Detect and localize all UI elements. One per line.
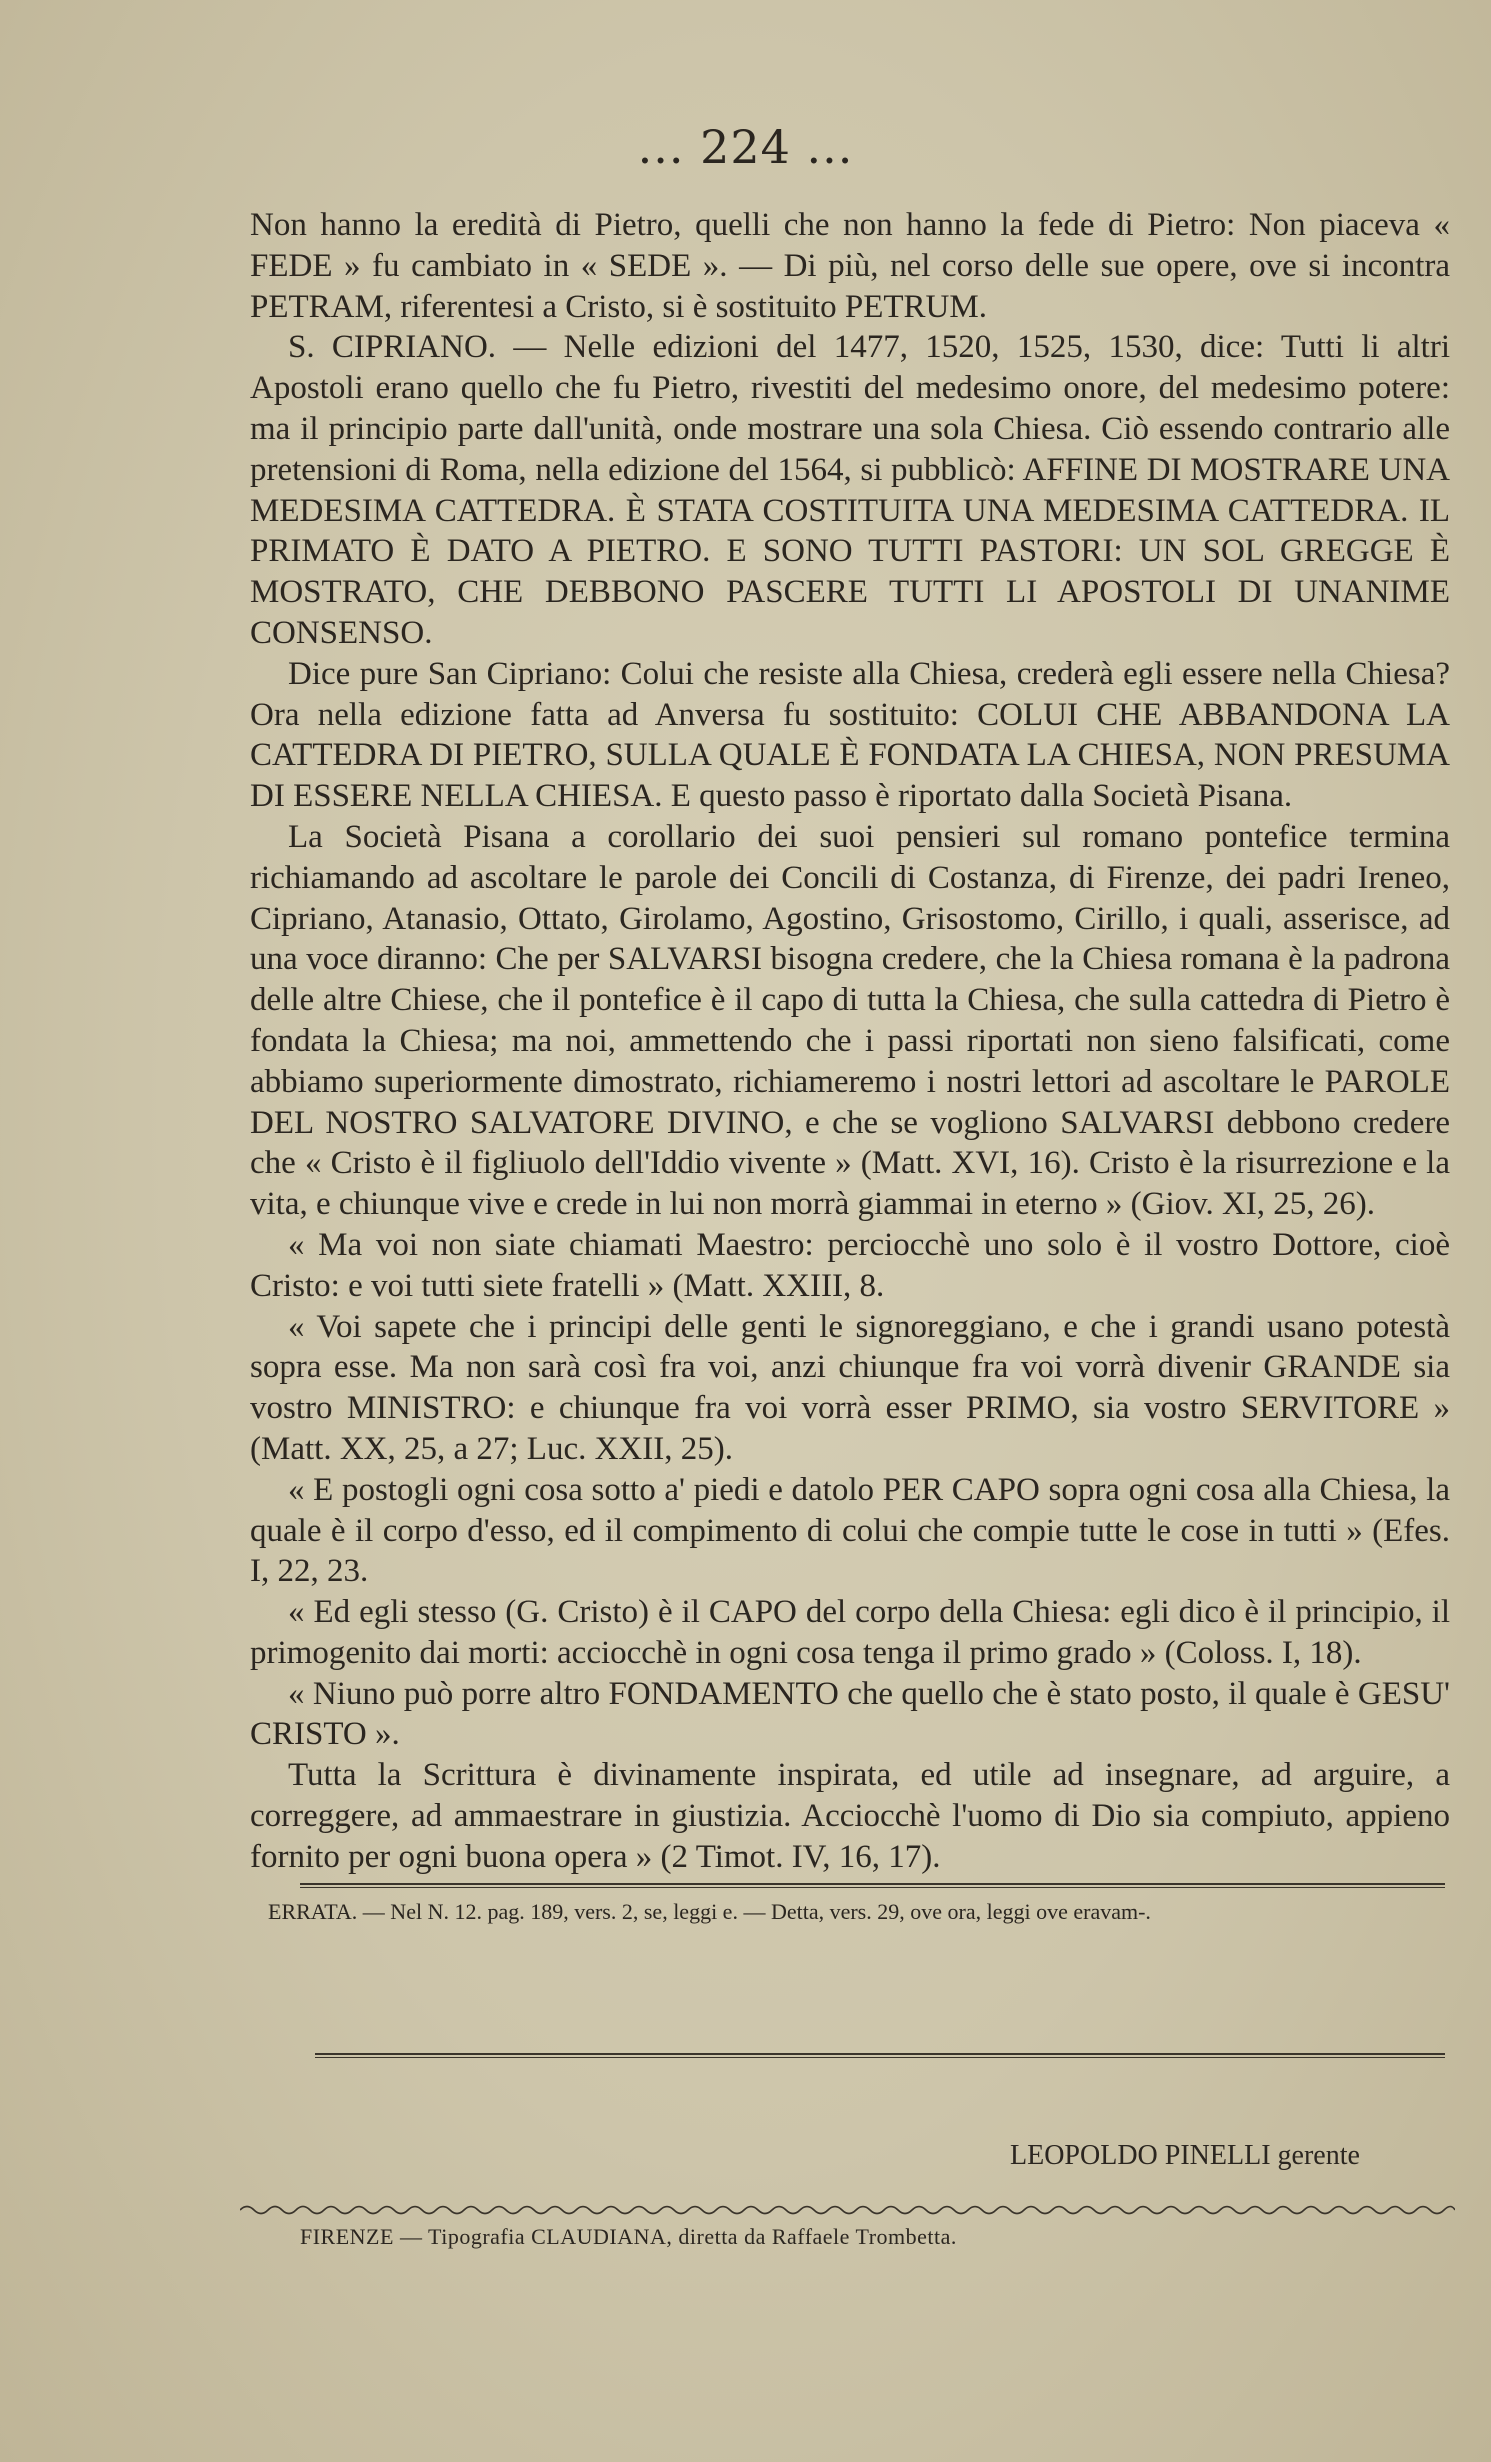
page-number: ... 224 ... <box>637 120 854 174</box>
paragraph: S. CIPRIANO. — Nelle edizioni del 1477, 1520, 1525, 1530, dice: Tutti li altri Apostoli erano quello che fu Pietro, rivestiti del medesimo onore, del medesimo potere: ma il principio parte dall'unità, onde mostrare una sola Chiesa. Ciò essendo contrario alle pretensioni di Roma, nella edizione del 1564, si pubblicò: AFFINE DI MOSTRARE UNA MEDESIMA CATTEDRA. È STATA COSTITUITA UNA MEDESIMA CATTEDRA. IL PRIMATO È DATO A PIETRO. E SONO TUTTI PASTORI: UN SOL GREGGE È MOSTRATO, CHE DEBBONO PASCERE TUTTI LI APOSTOLI DI UNANIME CONSENSO. <box>250 329 1450 651</box>
paragraph: Dice pure San Cipriano: Colui che resiste alla Chiesa, crederà egli essere nella Chiesa? Ora nella edizione fatta ad Anversa fu sostituito: COLUI CHE ABBANDONA LA CATTEDRA DI PIETRO, SULLA QUALE È FONDATA LA CHIESA, NON PRESUMA DI ESSERE NELLA CHIESA. E questo passo è riportato dalla Società Pisana. <box>250 655 1450 815</box>
divider <box>315 2057 1445 2058</box>
divider <box>300 1887 1445 1888</box>
paragraph: « Voi sapete che i principi delle genti le signoreggiano, e che i grandi usano potestà sopra esse. Ma non sarà così fra voi, anzi chiunque fra voi vorrà divenir GRANDE sia vostro MINISTRO: e chiunque fra voi vorrà esser PRIMO, sia vostro SERVITORE » (Matt. XX, 25, a 27; Luc. XXII, 25). <box>250 1308 1450 1467</box>
paragraph: La Società Pisana a corollario dei suoi pensieri sul romano pontefice termina richiamando ad ascoltare le parole dei Concili di Costanza, di Firenze, dei padri Ireneo, Cipriano, Atanasio, Ottato, Girolamo, Agostino, Grisostomo, Cirillo, i quali, asserisce, ad una voce diranno: Che per SALVARSI bisogna credere, che la Chiesa romana è la padrona delle altre Chiese, che il pontefice è il capo di tutta la Chiesa, che sulla cattedra di Pietro è fondata la Chiesa; ma noi, ammettendo che i passi riportati non sieno falsificati, come abbiamo superiormente dimostrato, richiameremo i nostri lettori ad ascoltare le PAROLE DEL NOSTRO SALVATORE DIVINO, e che se vogliono SALVARSI debbono credere che « Cristo è il figliuolo dell'Iddio vivente » (Matt. XVI, 16). Cristo è la risurrezione e la vita, e chiunque vive e crede in lui non morrà giammai in eterno » (Giov. XI, 25, 26). <box>250 818 1450 1223</box>
paragraph: « Ed egli stesso (G. Cristo) è il CAPO del corpo della Chiesa: egli dico è il principio, il primogenito dai morti: acciocchè in ogni cosa tenga il primo grado » (Coloss. I, 18). <box>250 1594 1450 1671</box>
paragraph: « Ma voi non siate chiamati Maestro: perciocchè uno solo è il vostro Dottore, cioè Cristo: e voi tutti siete fratelli » (Matt. XXIII, 8. <box>250 1226 1450 1304</box>
paragraph: « Niuno può porre altro FONDAMENTO che quello che è stato posto, il quale è GESU' CRISTO ». <box>250 1675 1450 1753</box>
paragraph: Non hanno la eredità di Pietro, quelli che non hanno la fede di Pietro: Non piaceva « FEDE » fu cambiato in « SEDE ». — Di più, nel corso delle sue opere, ove si incontra PETRAM, riferentesi a Cristo, si è sostituito PETRUM. <box>250 207 1450 325</box>
errata-note: ERRATA. — Nel N. 12. pag. 189, vers. 2, se, leggi e. — Detta, vers. 29, ove ora, leggi ove eravam-. <box>268 1899 1151 1924</box>
paragraph: Tutta la Scrittura è divinamente inspirata, ed utile ad insegnare, ad arguire, a correggere, ad ammaestrare in giustizia. Acciocchè l'uomo di Dio sia compiuto, appieno fornito per ogni buona opera » (2 Timot. IV, 16, 17). <box>250 1757 1450 1875</box>
gerente-signature: LEOPOLDO PINELLI gerente <box>1010 2140 1360 2171</box>
divider <box>300 1883 1445 1885</box>
wavy-divider <box>240 2203 1455 2217</box>
divider <box>315 2053 1445 2055</box>
paragraph: « E postogli ogni cosa sotto a' piedi e datolo PER CAPO sopra ogni cosa alla Chiesa, la quale è il corpo d'esso, ed il compimento di colui che compie tutte le cose in tutti » (Efes. I, 22, 23. <box>250 1471 1450 1590</box>
printer-imprint: FIRENZE — Tipografia CLAUDIANA, diretta da Raffaele Trombetta. <box>300 2224 957 2249</box>
body-text <box>250 205 1450 1878</box>
